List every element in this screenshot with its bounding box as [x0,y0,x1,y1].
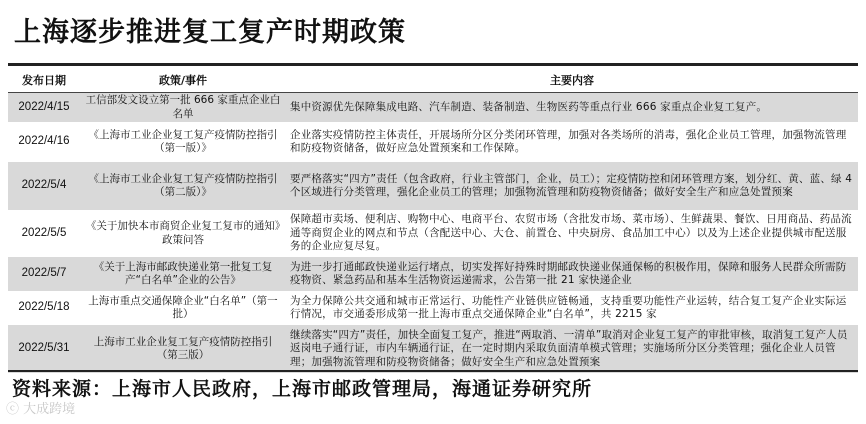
source-note: 资料来源：上海市人民政府，上海市邮政管理局，海通证券研究所 [12,378,593,400]
header-policy: 政策/事件 [80,68,286,93]
header-content: 主要内容 [286,68,858,93]
row-policy: 《关于加快本市商贸企业复工复市的通知》政策问答 [80,210,286,257]
row-policy: 《上海市工业企业复工复产疫情防控指引（第一版）》 [80,122,286,162]
row-policy: 《上海市工业企业复工复产疫情防控指引（第二版）》 [80,162,286,210]
row-content: 集中资源优先保障集成电路、汽车制造、装备制造、生物医药等重点行业 666 家重点企业复工复产。 [286,93,858,123]
row-policy: 上海市重点交通保障企业“白名单”（第一批） [80,291,286,325]
table-row [8,210,858,257]
document-title: 上海逐步推进复工复产时期政策 [14,17,406,48]
table-row [8,93,858,123]
table-row [8,257,858,291]
row-content: 要严格落实“四方”责任（包含政府，行业主管部门，企业，员工）；定疫情防控和闭环管理方案，划分红、黄、蓝、绿 4 个区域进行分类管理，强化企业员工的管理；加强物流管理和防疫物资储备；做好安全生产和应急处置预案 [286,162,858,210]
row-date: 2022/4/16 [8,122,80,162]
row-content: 企业落实疫情防控主体责任，开展场所分区分类闭环管理，加强对各类场所的消毒，强化企业员工管理，加强物流管理和防疫物资储备，做好应急处置预案和工作保障。 [286,122,858,162]
top-rule [8,63,858,66]
title-banner [8,4,858,62]
table-row [8,325,858,373]
bottom-rule [8,370,858,372]
row-date: 2022/5/18 [8,291,80,325]
row-date: 2022/4/15 [8,93,80,123]
row-policy: 上海市工业企业复工复产疫情防控指引（第三版） [80,325,286,373]
row-content: 继续落实“四方”责任，加快全面复工复产，推进“两取消、一清单”取消对企业复工复产的审批审核，取消复工复产人员返岗电子通行证，市内车辆通行证，在一定时期内采取负面清单模式管理；实施场所分区分类管理；强化企业人员管理；加强物流管理和防疫物资储备；做好安全生产和应急处置预案 [286,325,858,373]
policy-table [8,68,858,373]
row-policy: 工信部发文设立第一批 666 家重点企业白名单 [80,93,286,123]
table-row [8,162,858,210]
row-date: 2022/5/31 [8,325,80,373]
table-row [8,122,858,162]
row-content: 为全力保障公共交通和城市正常运行、功能性产业链供应链畅通，支持重要功能性产业运转，结合复工复产企业实际运行情况，市交通委形成第一批上海市重点交通保障企业“白名单”，共 2215 家 [286,291,858,325]
table-row [8,291,858,325]
row-date: 2022/5/5 [8,210,80,257]
watermark-logo: ⓒ 大成跨境 [6,402,76,417]
table-header-row [8,68,858,93]
header-date: 发布日期 [8,68,80,93]
row-content: 保障超市卖场、便利店、购物中心、电商平台、农贸市场（含批发市场、菜市场）、生鲜蔬果、餐饮、日用商品、药品流通等商贸企业的网点和节点（含配送中心、大仓、前置仓、中央厨房、食品加工中心）以及为上述企业提供城市配送服务的企业应复尽复。 [286,210,858,257]
row-date: 2022/5/7 [8,257,80,291]
row-policy: 《关于上海市邮政快递业第一批复工复产“白名单”企业的公告》 [80,257,286,291]
row-date: 2022/5/4 [8,162,80,210]
row-content: 为进一步打通邮政快递业运行堵点，切实发挥好持殊时期邮政快递业保通保畅的积极作用，保障和服务人民群众所需防疫物资、紧急药品和基本生活物资运递需求，公告第一批 21 家快递企业 [286,257,858,291]
